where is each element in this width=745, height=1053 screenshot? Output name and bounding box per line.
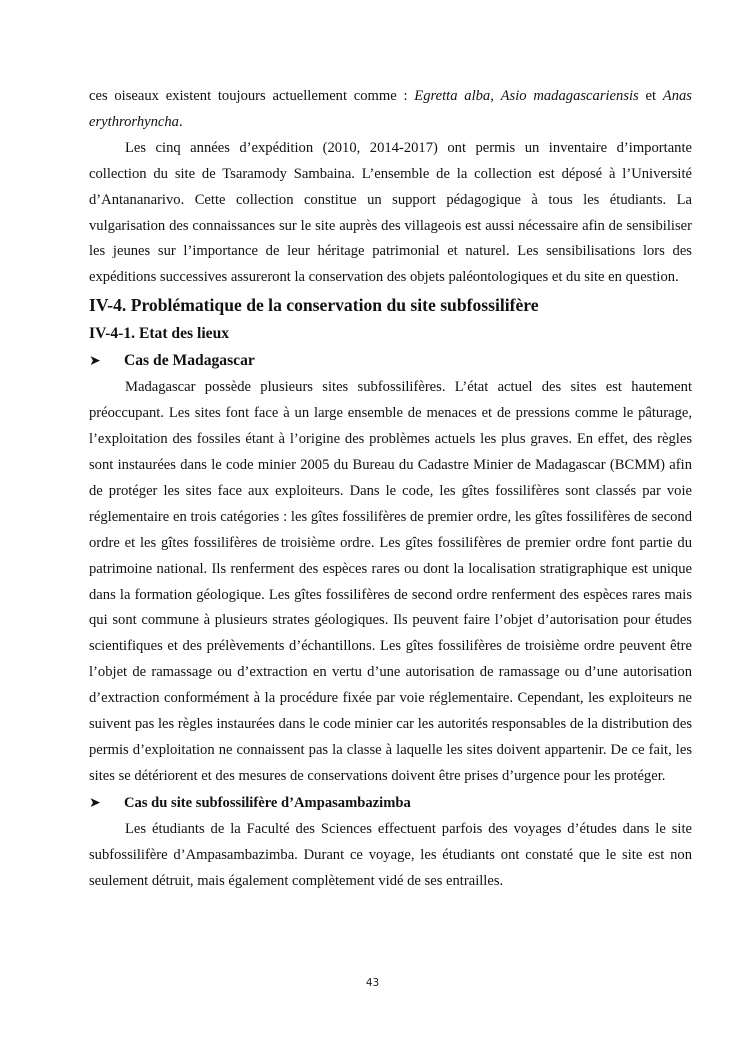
bullet-ampasambazimba: [89, 790, 692, 817]
paragraph-species: [89, 84, 692, 136]
paragraph-expeditions: Les cinq années d’expédition (2010, 2014-2017) ont permis un inventaire d’importante collection du site de Tsaramody Sambaina. L’ensemble de la collection est déposé à l’Université d’Antananarivo. Cette collection constitue un support pédagogique à tous les étudiants. La vulgarisation des connaissances sur le site auprès des villageois est aussi nécessaire afin de sensibiliser les jeunes sur l’importance de leur héritage patrimonial et naturel. Les sensibilisations lors des expéditions successives assureront la conservation des objets paléontologiques et du site en question.: [89, 139, 692, 286]
paragraph-ampasambazimba: Les étudiants de la Faculté des Sciences effectuent parfois des voyages d’études dans le site subfossilifère d’Ampasambazimba. Durant ce voyage, les étudiants ont constaté que le site est non seulement détruit, mais également complètement vidé de ses entrailles.: [89, 820, 692, 889]
paragraph-madagascar: Madagascar possède plusieurs sites subfossilifères. L’état actuel des sites est hautement préoccupant. Les sites font face à un large ensemble de menaces et de pressions comme le pâturage, l’exploitation des fossiles étant à l’origine des problèmes actuels les plus graves. En effet, des règles sont instaurées dans le code minier 2005 du Bureau du Cadastre Minier de Madagascar (BCMM) afin de protéger les sites face aux exploiteurs. Dans le code, les gîtes fossilifères sont classés par voie réglementaire en trois catégories : les gîtes fossilifères de premier ordre, les gîtes fossilifères de second ordre et les gîtes fossilifères de troisième ordre. Les gîtes fossilifères de premier ordre font partie du patrimoine national. Ils renferment des espèces rares ou dont la localisation stratigraphique est unique dans la formation géologique. Les gîtes fossilifères de second ordre renferment des espèces rares mais qui sont commune à plusieurs strates géologiques. Ils peuvent faire l’objet d’autorisation pour études scientifiques et des prélèvements d’échantillons. Les gîtes fossilifères de troisième ordre peuvent être l’objet de ramassage ou d’extraction en vertu d’une autorisation de ramassage ou d’une autorisation d’extraction conformément à la procédure fixée par voie réglementaire. Cependant, les exploiteurs ne suivent pas les règles instaurées dans le code minier car les autorités responsables de la distribution des permis d’exploitation ne connaissent pas la classe à laquelle les sites doivent appartenir. De ce fait, les sites se détériorent et des mesures de conservations doivent être prises d’urgence pour les protéger.: [89, 379, 692, 784]
bullet-title: Cas de Madagascar: [124, 352, 255, 370]
species-name: Asio madagascariensis: [500, 88, 639, 104]
paragraph-text: ces oiseaux existent toujours actuellement comme :: [89, 88, 415, 104]
page-body: [89, 84, 692, 894]
arrow-bullet-icon: ➤: [89, 353, 101, 370]
section-heading: IV-4. Problématique de la conservation du site subfossilifère: [89, 295, 539, 316]
bullet-title: Cas du site subfossilifère d’Ampasambazimba: [124, 794, 411, 811]
arrow-bullet-icon: ➤: [89, 794, 101, 811]
separator: et: [638, 88, 663, 104]
separator: .: [178, 113, 183, 130]
species-name: Anas erythrorhyncha: [89, 88, 692, 130]
page-number: 43: [365, 977, 380, 989]
subsection-heading: IV-4-1. Etat des lieux: [89, 325, 230, 343]
separator: ,: [490, 88, 501, 104]
species-name: Egretta alba: [414, 88, 491, 104]
bullet-madagascar: [89, 347, 692, 375]
